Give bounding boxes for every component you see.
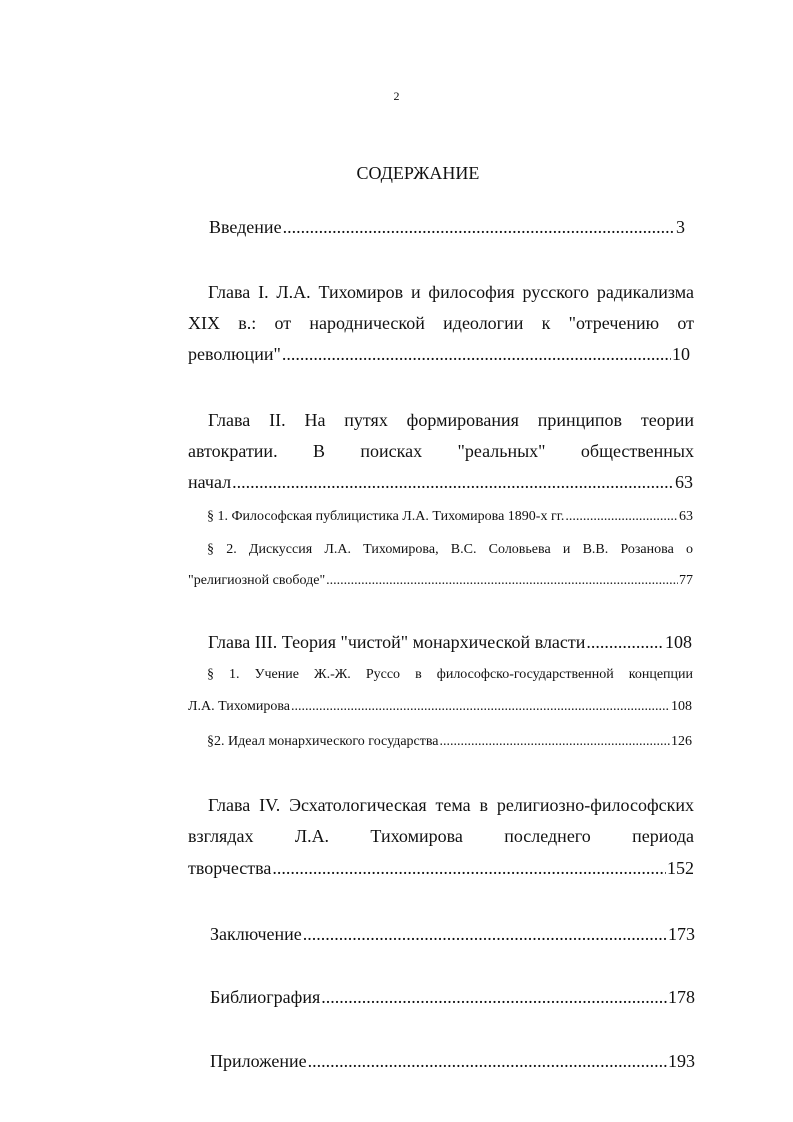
dot-leader: [321, 986, 667, 1008]
dot-leader: [282, 343, 671, 365]
chapter-1-line-1: Глава I. Л.А. Тихомиров и философия русского радикализма: [208, 282, 694, 302]
toc-entry-page: 10: [672, 344, 690, 364]
toc-entry-page: 63: [675, 472, 693, 492]
toc-entry-chapter-3: [208, 631, 692, 653]
toc-entry-page: 152: [667, 858, 694, 878]
dot-leader: [232, 471, 674, 493]
toc-entry-page: 126: [671, 734, 692, 749]
toc-entry-page: 63: [679, 509, 693, 524]
toc-entry-conclusion: [210, 923, 695, 945]
ch2-sec2-line-1: § 2. Дискуссия Л.А. Тихомирова, В.С. Соловьева и В.В. Розанова о: [207, 542, 693, 557]
toc-entry-chapter-1: [188, 343, 690, 365]
page-number: 2: [393, 89, 400, 103]
dot-leader: [303, 923, 667, 945]
toc-entry-label: начал: [188, 472, 232, 492]
dot-leader: [308, 1050, 667, 1072]
toc-entry-label: Л.А. Тихомирова: [188, 699, 290, 714]
toc-entry-ch2-sec2: [188, 572, 693, 590]
dot-leader: [272, 857, 666, 879]
dot-leader: [565, 508, 678, 526]
toc-entry-label: революции": [188, 344, 281, 364]
dot-leader: [326, 572, 678, 590]
toc-entry-chapter-2: [188, 471, 693, 493]
toc-entry-label: §2. Идеал монархического государства: [207, 734, 439, 749]
toc-entry-bibliography: [210, 986, 695, 1008]
page-title: СОДЕРЖАНИЕ: [356, 163, 480, 183]
ch3-sec1-line-1: § 1. Учение Ж.-Ж. Руссо в философско-государственной концепции: [207, 667, 693, 682]
toc-entry-label: Глава III. Теория "чистой" монархической власти: [208, 632, 586, 652]
chapter-4-line-1: Глава IV. Эсхатологическая тема в религиозно-философских: [208, 795, 694, 815]
toc-entry-label: Приложение: [210, 1051, 307, 1071]
toc-entry-label: § 1. Философская публицистика Л.А. Тихомирова 1890-х гг.: [207, 509, 565, 524]
toc-entry-page: 173: [668, 924, 695, 944]
toc-entry-label: Введение: [209, 217, 282, 237]
toc-entry-page: 193: [668, 1051, 695, 1071]
toc-entry-ch3-sec2: [207, 733, 692, 751]
dot-leader: [283, 216, 675, 238]
chapter-1-line-2: XIX в.: от народнической идеологии к "отречению от: [188, 313, 694, 333]
toc-entry-chapter-4: [188, 857, 694, 879]
toc-entry-page: 3: [676, 217, 685, 237]
toc-entry-label: "религиозной свободе": [188, 573, 326, 588]
toc-entry-page: 108: [665, 632, 692, 652]
toc-entry-ch3-sec1: [188, 698, 692, 716]
chapter-2-line-2: автократии. В поисках "реальных" общественных: [188, 441, 694, 461]
toc-entry-page: 178: [668, 987, 695, 1007]
chapter-2-line-1: Глава II. На путях формирования принципов теории: [208, 410, 694, 430]
toc-entry-label: творчества: [188, 858, 272, 878]
toc-entry-label: Заключение: [210, 924, 302, 944]
toc-entry-page: 108: [671, 699, 692, 714]
dot-leader: [586, 631, 664, 653]
toc-entry-intro: [209, 216, 685, 238]
toc-entry-ch2-sec1: [207, 508, 693, 526]
toc-entry-appendix: [210, 1050, 695, 1072]
dot-leader: [440, 733, 671, 751]
toc-entry-label: Библиография: [210, 987, 321, 1007]
toc-entry-page: 77: [679, 573, 693, 588]
chapter-4-line-2: взглядах Л.А. Тихомирова последнего периода: [188, 826, 694, 846]
dot-leader: [291, 698, 670, 716]
